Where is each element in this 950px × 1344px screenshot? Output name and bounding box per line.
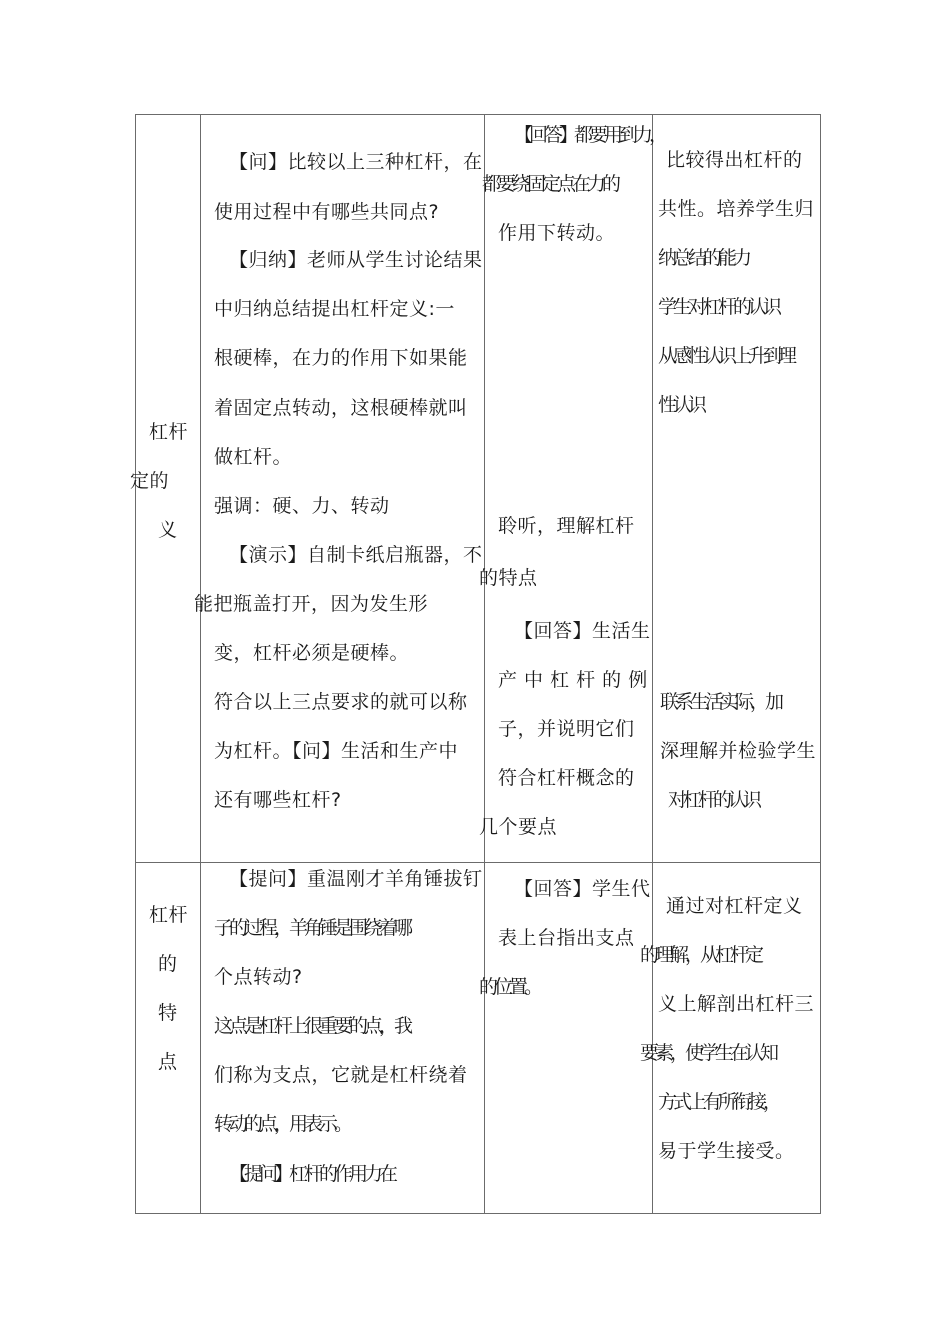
student-line: 的位置。 [479, 976, 540, 998]
table-border-top [135, 114, 821, 115]
teacher-line: 【演示】自制卡纸启瓶器，不 [229, 544, 483, 566]
intent-line: 学生对杠杆的认识 [658, 296, 779, 318]
column-divider [200, 114, 201, 1214]
intent-line: 纳总结的能力 [658, 247, 749, 269]
topic-label: 杠杆 [149, 904, 189, 926]
student-line: 作用下转动。 [498, 222, 616, 244]
intent-line: 比较得出杠杆的 [666, 149, 803, 171]
teacher-line: 变，杠杆必须是硬棒。 [214, 642, 410, 664]
topic-label: 定的 [130, 470, 170, 492]
table-border-left [135, 114, 136, 1214]
teacher-line: 这点是杠杆上很重要的点，我 [214, 1015, 410, 1037]
teacher-line: 符合以上三点要求的就可以称 [214, 691, 468, 713]
topic-label: 点 [158, 1051, 178, 1073]
intent-line: 方式上有所衔接， [658, 1091, 779, 1113]
teacher-line: 还有哪些杠杆? [214, 789, 342, 811]
teacher-line: 强调：硬、力、转动 [214, 495, 390, 517]
teacher-line: 个点转动? [214, 966, 303, 988]
intent-line: 通过对杠杆定义 [666, 895, 803, 917]
student-line: 子，并说明它们 [498, 718, 635, 740]
column-divider [484, 114, 485, 1214]
student-line: 【回答】学生代 [514, 878, 651, 900]
table-border-right [820, 114, 821, 1214]
student-line: 表上台指出支点 [498, 927, 635, 949]
teacher-line: 【提问】杠杆的作用力在 [229, 1163, 395, 1185]
topic-label: 义 [158, 519, 178, 541]
intent-line: 性认识 [658, 394, 704, 416]
student-line: 的特点 [479, 567, 538, 589]
topic-label: 的 [158, 953, 178, 975]
topic-label: 特 [158, 1002, 178, 1024]
student-line: 聆听，理解杠杆 [498, 515, 635, 537]
intent-line: 对杠杆的认识 [668, 789, 759, 811]
intent-line: 共性。培养学生归 [658, 198, 815, 220]
teacher-line: 使用过程中有哪些共同点? [214, 201, 440, 223]
teacher-line: 中归纳总结提出杠杆定义:一 [214, 298, 455, 320]
teacher-line: 【提问】重温刚才羊角锤拔钉 [229, 868, 483, 890]
teacher-line: 着固定点转动，这根硬棒就叫 [214, 397, 468, 419]
intent-line: 深理解并检验学生 [660, 740, 817, 762]
teacher-line: 【归纳】老师从学生讨论结果 [229, 249, 483, 271]
teacher-line: 做杠杆。 [214, 446, 293, 468]
intent-line: 义上解剖出杠杆三 [658, 993, 815, 1015]
intent-line: 从感性认识上升到理 [658, 345, 794, 367]
student-line: 符合杠杆概念的 [498, 767, 635, 789]
student-line: 【回答】生活生 [514, 620, 651, 642]
student-line: 几个要点 [479, 816, 558, 838]
teacher-line: 根硬棒，在力的作用下如果能 [214, 347, 468, 369]
teacher-line: 能把瓶盖打开，因为发生形 [194, 593, 429, 615]
topic-label: 杠杆 [149, 421, 189, 443]
intent-line: 的理解，从杠杆定 [640, 944, 761, 966]
student-line: 产 中 杠 杆 的 例 [498, 669, 648, 691]
teacher-line: 【问】比较以上三种杠杆，在 [229, 151, 483, 173]
teacher-line: 转动的点，用表示。 [214, 1113, 350, 1135]
row-divider [135, 862, 821, 863]
student-line: 都要绕固定点在力的 [482, 173, 618, 195]
teacher-line: 为杠杆。【问】生活和生产中 [214, 740, 459, 762]
intent-line: 要素，使学生在认知 [640, 1042, 776, 1064]
table-border-bottom [135, 1213, 821, 1214]
teacher-line: 子的过程，羊角锤是围绕着哪 [214, 917, 410, 939]
student-line: 【回答】都要用到力， [514, 124, 665, 146]
intent-line: 易于学生接受。 [658, 1140, 795, 1162]
teacher-line: 们称为支点，它就是杠杆绕着 [214, 1064, 468, 1086]
intent-line: 联系生活实际，加 [660, 691, 781, 713]
